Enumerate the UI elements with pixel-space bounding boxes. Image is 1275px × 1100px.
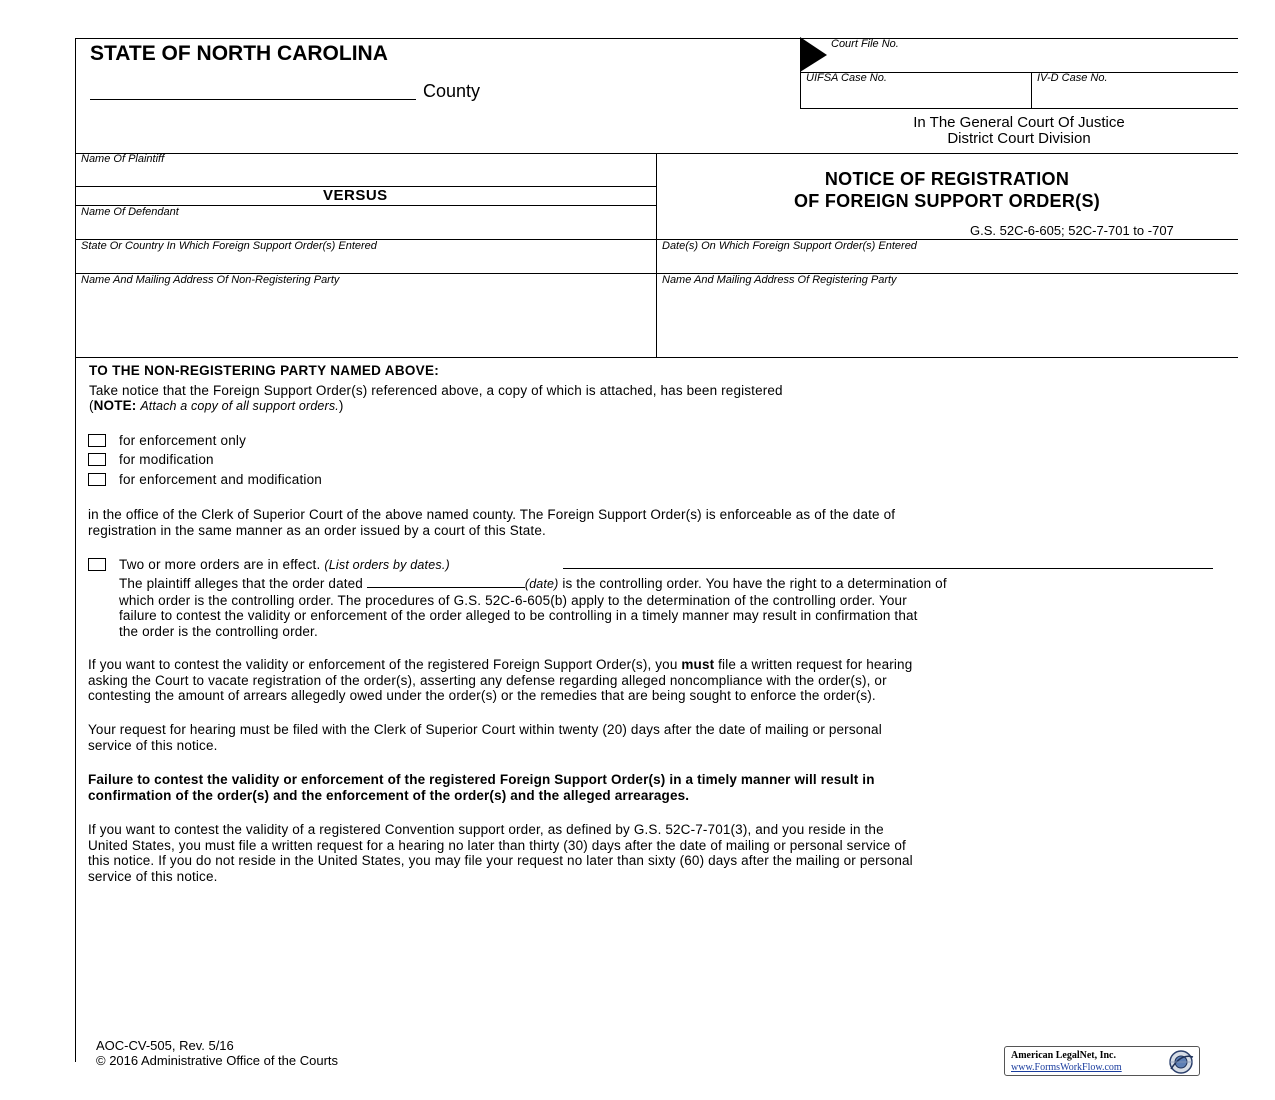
note-text: Attach a copy of all support orders. <box>140 399 339 413</box>
modification-checkbox[interactable] <box>88 453 106 466</box>
convention-line-2: United States, you must file a written request for a hearing no later than thirty (30) days after the date of mailing or personal service of <box>88 837 906 853</box>
office-paragraph <box>88 507 895 538</box>
parties-bottom-line <box>75 357 1238 358</box>
court-line-2: District Court Division <box>947 130 1091 147</box>
order-dates-label: Date(s) On Which Foreign Support Order(s) Entered <box>662 240 917 252</box>
logo-company-name: American LegalNet, Inc. <box>1011 1050 1116 1061</box>
non-registering-label: Name And Mailing Address Of Non-Registering Party <box>81 274 340 286</box>
controlling-paragraph <box>119 576 947 639</box>
court-name <box>869 115 1169 147</box>
controlling-line-3: failure to contest the validity or enforcement of the order alleged to be controlling in a timely manner may result in confirmation that <box>119 608 918 623</box>
request-paragraph <box>88 722 882 753</box>
court-file-input[interactable] <box>830 50 1236 70</box>
request-line-1: Your request for hearing must be filed with the Clerk of Superior Court within twenty (20) days after the date of mailing or personal <box>88 722 882 737</box>
failure-paragraph <box>88 772 875 803</box>
copyright: © 2016 Administrative Office of the Courts <box>96 1053 339 1068</box>
frame-top-border <box>75 38 1238 39</box>
case-no-divider <box>1031 72 1032 109</box>
logo-url-link[interactable]: www.FormsWorkFlow.com <box>1011 1062 1122 1073</box>
defendant-label: Name Of Defendant <box>81 206 179 218</box>
controlling-line-4: the order is the controlling order. <box>119 623 318 639</box>
intro-text: Take notice that the Foreign Support Order(s) referenced above, a copy of which is attached, has been registered <box>89 383 783 398</box>
two-orders-checkbox[interactable] <box>88 558 106 571</box>
note-label: NOTE: <box>93 398 137 413</box>
statute-reference: G.S. 52C-6-605; 52C-7-701 to -707 <box>970 223 1174 238</box>
enforcement-only-label: for enforcement only <box>119 433 247 448</box>
state-country-input[interactable] <box>79 254 653 272</box>
contest-pre: If you want to contest the validity or enforcement of the registered Foreign Support Order(s), you <box>88 657 678 672</box>
uifsa-label: UIFSA Case No. <box>806 72 887 84</box>
versus-label: VERSUS <box>323 187 388 204</box>
two-orders-hint: (List orders by dates.) <box>324 558 450 572</box>
enforcement-and-modification-label: for enforcement and modification <box>119 472 323 487</box>
request-line-2: service of this notice. <box>88 737 218 753</box>
registering-input[interactable] <box>660 290 1236 354</box>
contest-line-2: asking the Court to vacate registration of the order(s), asserting any defense regarding alleged noncompliance with the order(s), or <box>88 672 887 688</box>
plaintiff-input[interactable] <box>79 167 653 185</box>
convention-paragraph <box>88 822 913 884</box>
orders-list-line <box>563 568 1213 569</box>
form-id: AOC-CV-505, Rev. 5/16 <box>96 1038 234 1053</box>
office-line-1: in the office of the Clerk of Superior Court of the above named county. The Foreign Support Order(s) is enforceable as of the date of <box>88 507 896 522</box>
file-block-bottom <box>800 108 1238 109</box>
registering-label: Name And Mailing Address Of Registering Party <box>662 274 897 286</box>
notice-title-line-2: OF FOREIGN SUPPORT ORDER(S) <box>793 191 1101 211</box>
non-registering-input[interactable] <box>79 290 653 354</box>
state-title: STATE OF NORTH CAROLINA <box>90 42 388 65</box>
court-line-1: In The General Court Of Justice <box>913 114 1125 131</box>
office-line-2: registration in the same manner as an order issued by a court of this State. <box>88 522 546 538</box>
failure-line-2: confirmation of the order(s) and the enforcement of the order(s) and the alleged arrearages. <box>88 787 690 803</box>
controlling-line-1 <box>119 576 947 593</box>
convention-line-3: this notice. If you do not reside in the United States, you may file your request no later than sixty (60) days after the mailing or personal <box>88 853 913 868</box>
form-footer <box>96 1038 338 1068</box>
defendant-input[interactable] <box>79 220 653 238</box>
contest-paragraph <box>88 657 912 704</box>
two-orders-line <box>119 557 450 572</box>
court-file-label: Court File No. <box>831 38 899 50</box>
controlling-pre: The plaintiff alleges that the order dated <box>119 576 363 591</box>
uifsa-input[interactable] <box>804 86 1028 106</box>
modification-label: for modification <box>119 452 214 467</box>
failure-line-1: Failure to contest the validity or enforcement of the registered Foreign Support Order(s) in a timely manner will result in <box>88 772 875 787</box>
two-orders-label: Two or more orders are in effect. <box>119 557 321 572</box>
ivd-input[interactable] <box>1035 86 1235 106</box>
globe-icon <box>1165 1049 1197 1075</box>
contest-must: must <box>681 657 715 672</box>
convention-line-4: service of this notice. <box>88 868 218 884</box>
contest-line-3: contesting the amount of arrears allegedly owed under the order(s) or the remedies that are being sought to enforce the order(s). <box>88 688 876 703</box>
arrow-marker-icon <box>800 37 828 73</box>
county-label: County <box>423 81 481 101</box>
notice-title-line-1: NOTICE OF REGISTRATION <box>824 169 1070 189</box>
county-blank-line <box>90 99 416 100</box>
enforcement-and-modification-checkbox[interactable] <box>88 473 106 486</box>
file-block-left-border <box>800 38 801 109</box>
contest-line-1 <box>88 657 912 673</box>
order-dates-input[interactable] <box>660 254 1236 272</box>
legalnet-logo[interactable] <box>1004 1046 1200 1076</box>
orders-list-input[interactable] <box>563 554 1213 568</box>
convention-line-1: If you want to contest the validity of a registered Convention support order, as defined by G.S. 52C-7-701(3), and you reside in the <box>88 822 884 837</box>
notice-heading: TO THE NON-REGISTERING PARTY NAMED ABOVE: <box>89 363 440 378</box>
notice-title <box>657 168 1237 212</box>
enforcement-only-checkbox[interactable] <box>88 434 106 447</box>
controlling-date-hint: (date) <box>524 577 559 591</box>
controlling-date-input[interactable] <box>367 576 525 588</box>
note-line: (NOTE: Attach a copy of all support orders.) <box>89 398 344 413</box>
contest-post: file a written request for hearing <box>718 657 913 672</box>
frame-left-border <box>75 38 76 1062</box>
plaintiff-label: Name Of Plaintiff <box>81 153 165 165</box>
controlling-post: is the controlling order. You have the right to a determination of <box>562 576 947 591</box>
state-country-label: State Or Country In Which Foreign Support Order(s) Entered <box>81 240 377 252</box>
ivd-label: IV-D Case No. <box>1037 72 1108 84</box>
controlling-line-2: which order is the controlling order. The procedures of G.S. 52C-6-605(b) apply to the determination of the controlling order. Your <box>119 592 907 608</box>
